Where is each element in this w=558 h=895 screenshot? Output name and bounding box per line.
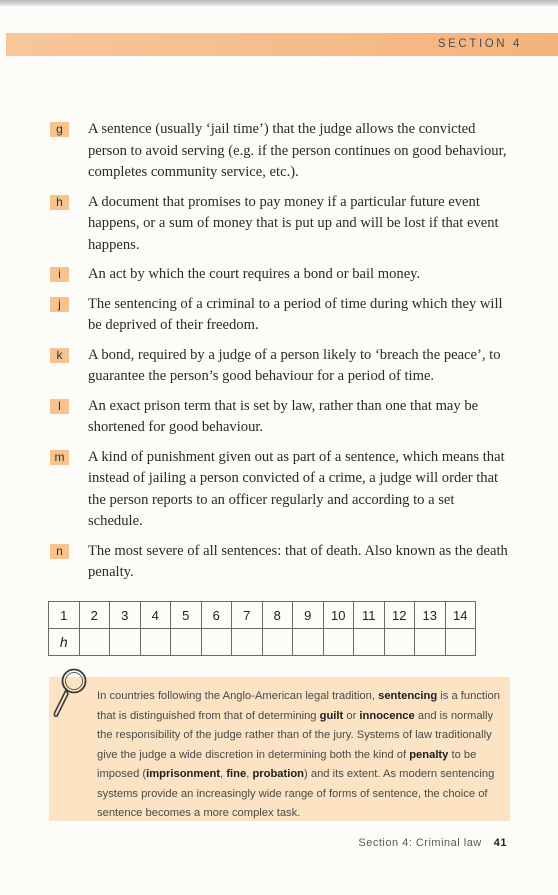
answer-cell[interactable]: h [49, 629, 80, 656]
definition-text: The most severe of all sentences: that of death. Also known as the death penalty. [88, 542, 508, 580]
answer-number-cell: 12 [384, 602, 415, 629]
page-footer [358, 837, 507, 849]
note-text-run: is a function that is distinguished from that of determining [97, 690, 500, 722]
answer-cell[interactable] [140, 629, 171, 656]
note-text-run: to be imposed ( [97, 748, 477, 780]
definition-item [50, 541, 510, 584]
definition-text: A sentence (usually ‘jail time’) that the judge allows the convicted person to avoid serving (e.g. if the person continues on good behaviour, completes community service, etc.). [88, 121, 507, 180]
answer-cell[interactable] [415, 629, 446, 656]
definition-text: A bond, required by a judge of a person likely to ‘breach the peace’, to guarantee the person’s good behaviour for a period of time. [88, 346, 501, 384]
answer-number-row [49, 602, 476, 629]
answer-number-cell: 4 [140, 602, 171, 629]
definition-text: A kind of punishment given out as part of a sentence, which means that instead of jailing a person convicted of a crime, a judge will order that the person reports to an officer regularly and according to a set schedule. [88, 448, 505, 529]
note-text-run: or [343, 709, 360, 722]
answer-table [48, 601, 476, 656]
definition-letter-badge: n [50, 544, 69, 559]
note-keyword: innocence [359, 709, 415, 722]
answer-cell[interactable] [384, 629, 415, 656]
definition-item [50, 447, 510, 533]
page-top-shadow [0, 0, 558, 6]
note-text-run: , [246, 768, 253, 780]
answer-number-cell: 5 [171, 602, 202, 629]
definition-text: The sentencing of a criminal to a period of time during which they will be deprived of their freedom. [88, 295, 503, 333]
answer-cell[interactable] [232, 629, 263, 656]
definition-text: An act by which the court requires a bond or bail money. [88, 266, 421, 282]
note-keyword: imprisonment [146, 768, 221, 780]
answer-cell[interactable] [445, 629, 476, 656]
answer-number-cell: 6 [201, 602, 232, 629]
definition-letter-badge: j [50, 297, 69, 312]
note-text-run: and is normally the responsibility of the judge rather than of the jury. Systems of law traditionally give the judge a wide discretion in determining both the kind of [97, 709, 494, 761]
answer-number-cell: 2 [79, 602, 110, 629]
definition-text: An exact prison term that is set by law, rather than one that may be shortened for good behaviour. [88, 397, 479, 435]
definition-text: A document that promises to pay money if a particular future event happens, or a sum of money that is put up and will be lost if that event happens. [88, 193, 499, 253]
note-keyword: guilt [319, 709, 344, 722]
definition-letter-badge: l [50, 399, 69, 414]
section-label: SECTION 4 [437, 38, 522, 50]
definition-item [50, 192, 510, 257]
definitions-list [50, 119, 510, 592]
definition-item [50, 345, 510, 388]
answer-cell[interactable] [79, 629, 110, 656]
answer-number-cell: 14 [445, 602, 476, 629]
answer-cell[interactable] [201, 629, 232, 656]
answer-cell[interactable] [262, 629, 293, 656]
note-text [97, 687, 502, 824]
footer-section-label: Section 4: Criminal law [358, 837, 482, 849]
note-keyword: probation [252, 768, 305, 780]
answer-number-cell: 1 [49, 602, 80, 629]
definition-letter-badge: m [50, 450, 69, 465]
answer-cell[interactable] [323, 629, 354, 656]
definition-letter-badge: g [50, 122, 69, 137]
answer-number-cell: 11 [354, 602, 385, 629]
note-text-run: In countries following the Anglo-American legal tradition, [97, 690, 379, 702]
definition-item [50, 294, 510, 337]
magnifier-icon [49, 664, 95, 724]
definition-letter-badge: k [50, 348, 69, 363]
answer-cell[interactable] [110, 629, 141, 656]
definition-item [50, 396, 510, 439]
answer-number-cell: 13 [415, 602, 446, 629]
answer-cell[interactable] [293, 629, 324, 656]
answer-number-cell: 7 [232, 602, 263, 629]
answer-number-cell: 3 [110, 602, 141, 629]
answer-number-cell: 8 [262, 602, 293, 629]
definition-letter-badge: h [50, 195, 69, 210]
page-number: 41 [493, 837, 507, 849]
note-keyword: penalty [409, 748, 449, 761]
note-text-run: ) and its extent. As modern sentencing systems provide an increasingly wide range of forms of sentence, the choice of sentence becomes a more complex task. [97, 768, 495, 819]
definition-letter-badge: i [50, 267, 69, 282]
definition-item [50, 119, 510, 184]
answer-cell[interactable] [171, 629, 202, 656]
definition-item [50, 264, 510, 286]
answer-number-cell: 10 [323, 602, 354, 629]
answer-cell[interactable] [354, 629, 385, 656]
note-keyword: sentencing [378, 690, 438, 702]
answer-input-row [49, 629, 476, 656]
note-keyword: fine [226, 768, 247, 780]
note-text-run: , [220, 768, 227, 780]
answer-number-cell: 9 [293, 602, 324, 629]
